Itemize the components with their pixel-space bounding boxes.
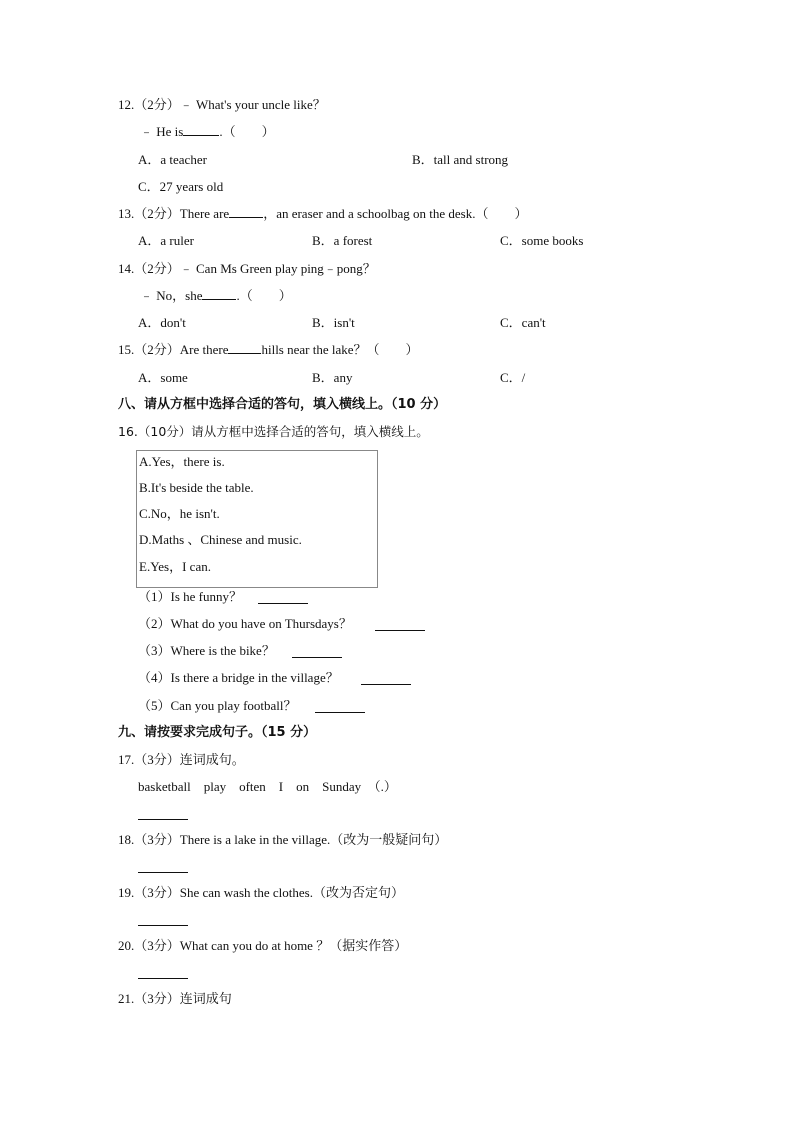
q21-stem: 21.（3分）连词成句	[118, 991, 232, 1006]
q13-blank	[229, 206, 263, 218]
box-choice-b: B.It's beside the table.	[139, 480, 254, 495]
q16-item-3-answer-line[interactable]	[292, 657, 342, 658]
q20-answer-line[interactable]	[138, 978, 188, 979]
q16-item-4: （4）Is there a bridge in the village？	[138, 670, 339, 685]
q12-stem: 12.（2分）﹣ What's your uncle like？	[118, 97, 326, 112]
q15-option-c: C．/	[500, 370, 526, 385]
q12-option-c: C．27 years old	[138, 179, 224, 194]
q13-stem-before: 13.（2分）There are	[118, 206, 230, 221]
box-choice-d: D.Maths 、Chinese and music.	[139, 532, 302, 547]
q15-option-a: A．some	[138, 370, 188, 385]
q16-stem: 16.（10分）请从方框中选择合适的答句，填入横线上。	[118, 424, 429, 439]
q14-option-a: A．don't	[138, 315, 186, 330]
q16-item-1: （1）Is he funny？	[138, 589, 242, 604]
q13-option-c: C．some books	[500, 233, 584, 248]
box-choice-c: C.No，he isn't.	[139, 506, 220, 521]
q13-stem-after: ，an eraser and a schoolbag on the desk.（ ）	[263, 206, 528, 221]
q13-option-b: B．a forest	[312, 233, 373, 248]
section-8-title: 八、请从方框中选择合适的答句，填入横线上。（10 分）	[118, 397, 447, 412]
q14-sub-after: .（ ）	[236, 288, 292, 303]
q12-sub	[140, 124, 275, 140]
q15-blank	[228, 342, 261, 354]
q12-option-b: B．tall and strong	[412, 152, 509, 167]
q15-stem-after: hills near the lake？（ ）	[261, 342, 419, 357]
q12-sub-text: ﹣ He is	[140, 124, 184, 139]
q16-item-1-answer-line[interactable]	[258, 603, 308, 604]
q16-item-5-answer-line[interactable]	[315, 712, 365, 713]
q19-stem: 19.（3分）She can wash the clothes.（改为否定句）	[118, 885, 404, 900]
q15-option-b: B．any	[312, 370, 353, 385]
q12-sub-after: .（ ）	[219, 124, 275, 139]
q14-sub-text: ﹣ No，she	[140, 288, 203, 303]
q13-stem	[118, 206, 527, 222]
box-choice-e: E.Yes，I can.	[139, 559, 211, 574]
q17-answer-line[interactable]	[138, 819, 188, 820]
q14-sub	[140, 288, 292, 304]
q17-stem: 17.（3分）连词成句。	[118, 752, 245, 767]
q16-item-5: （5）Can you play football？	[138, 698, 297, 713]
q12-blank	[183, 124, 219, 136]
q19-answer-line[interactable]	[138, 925, 188, 926]
q14-option-b: B．isn't	[312, 315, 355, 330]
q14-stem: 14.（2分）﹣ Can Ms Green play ping﹣pong？	[118, 261, 376, 276]
q12-option-a: A．a teacher	[138, 152, 207, 167]
q18-answer-line[interactable]	[138, 872, 188, 873]
q16-item-3: （3）Where is the bike？	[138, 643, 275, 658]
q18-stem: 18.（3分）There is a lake in the village.（改为一般疑问句）	[118, 832, 448, 847]
q17-words: basketball play often I on Sunday （.）	[138, 779, 397, 794]
q16-item-2-answer-line[interactable]	[375, 630, 425, 631]
section-9-title: 九、请按要求完成句子。（15 分）	[118, 725, 317, 740]
q16-item-2: （2）What do you have on Thursdays？	[138, 616, 352, 631]
q14-option-c: C．can't	[500, 315, 546, 330]
q16-item-4-answer-line[interactable]	[361, 684, 411, 685]
q15-stem-before: 15.（2分）Are there	[118, 342, 229, 357]
q20-stem: 20.（3分）What can you do at home ？（据实作答）	[118, 938, 408, 953]
box-choice-a: A.Yes，there is.	[139, 454, 225, 469]
q15-stem	[118, 342, 419, 358]
q14-blank	[202, 288, 236, 300]
q13-option-a: A．a ruler	[138, 233, 194, 248]
